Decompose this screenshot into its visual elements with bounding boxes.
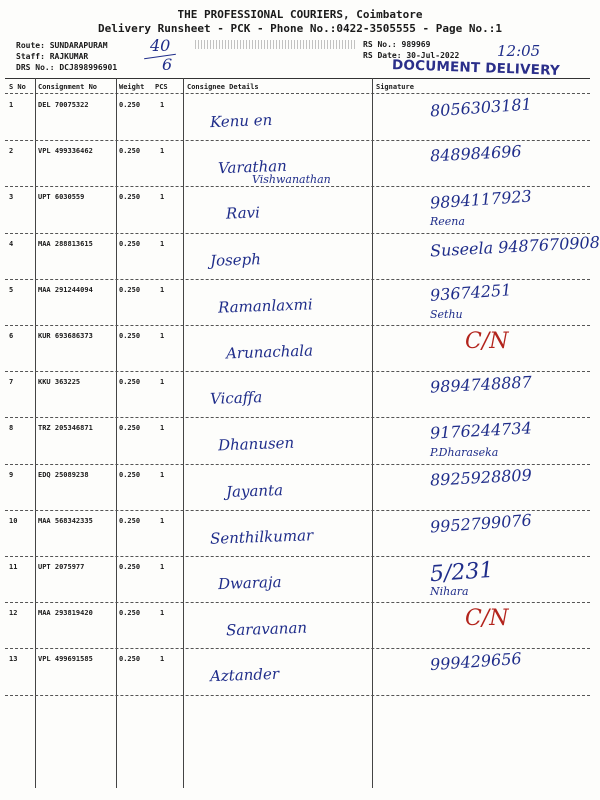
row-signature-handwritten: 9176244734 [429, 418, 533, 444]
row-signature-handwritten: 9894748887 [429, 372, 533, 397]
row-sno: 11 [9, 563, 18, 571]
document-delivery-stamp: DOCUMENT DELIVERY [391, 57, 561, 79]
row-divider [5, 186, 590, 187]
row-sno: 3 [9, 193, 14, 202]
row-weight: 0.250 [119, 332, 141, 340]
row-weight: 0.250 [119, 378, 141, 387]
row-signature-handwritten: 999429656 [429, 649, 523, 675]
row-sno: 2 [9, 147, 14, 156]
column-divider [183, 78, 184, 788]
row-consignee-handwritten: Varathan [217, 156, 288, 178]
drs-label: DRS No.: DCJ898996901 [16, 63, 118, 72]
row-weight: 0.250 [119, 239, 141, 248]
row-divider [5, 602, 590, 603]
row-signature-handwritten: 93674251 [429, 279, 513, 305]
row-consignment-no: KUR 693686373 [38, 332, 93, 340]
row-weight: 0.250 [119, 470, 141, 479]
staff-label: Staff: RAJKUMAR [16, 52, 89, 61]
handwritten-count: 40 [150, 36, 171, 55]
row-consignee-handwritten-2: Vishwanathan [252, 173, 331, 187]
row-weight: 0.250 [119, 563, 141, 571]
row-divider [5, 325, 590, 326]
row-pcs: 1 [160, 609, 165, 618]
row-consignment-no: MAA 288813615 [38, 239, 93, 248]
rs-number: RS No.: 989969 [363, 40, 431, 49]
column-header-sno: S No [9, 83, 26, 91]
row-pcs: 1 [160, 655, 165, 664]
handwritten-count-2: 6 [162, 55, 173, 74]
row-signature-handwritten: 848984696 [429, 141, 523, 166]
row-weight: 0.250 [119, 609, 141, 618]
row-pcs: 1 [160, 147, 165, 156]
row-sno: 6 [9, 332, 14, 340]
row-consignment-no: VPL 499691585 [38, 655, 93, 664]
row-consignment-no: VPL 499336462 [38, 147, 93, 156]
row-divider [5, 464, 590, 465]
row-consignee-handwritten: Dwaraja [217, 572, 282, 594]
row-sno: 13 [9, 655, 18, 664]
row-weight: 0.250 [119, 193, 141, 202]
column-header-consignee: Consignee Details [187, 83, 259, 91]
row-consignment-no: UPT 6030559 [38, 193, 85, 202]
row-divider [5, 233, 590, 234]
row-pcs: 1 [160, 193, 165, 202]
row-pcs: 1 [160, 332, 165, 340]
handwritten-time: 12:05 [497, 42, 541, 60]
row-divider [5, 371, 590, 372]
row-signature-handwritten: C/N [465, 329, 509, 354]
row-divider [5, 417, 590, 418]
column-divider [35, 78, 36, 788]
rs-date: RS Date: 30-Jul-2022 [363, 51, 460, 60]
row-sno: 9 [9, 470, 14, 479]
row-signature-handwritten: Suseela 9487670908 [429, 232, 600, 261]
table-top-rule [5, 78, 590, 79]
row-divider [5, 695, 590, 696]
row-weight: 0.250 [119, 516, 141, 525]
row-consignment-no: UPT 2075977 [38, 563, 85, 571]
row-consignee-handwritten: Arunachala [225, 341, 314, 363]
row-consignment-no: EDQ 25089238 [38, 470, 89, 479]
column-header-pcs: PCS [155, 83, 168, 91]
row-divider [5, 279, 590, 280]
row-consignee-handwritten: Ramanlaxmi [217, 295, 313, 317]
table-header-rule [5, 93, 590, 94]
barcode [195, 40, 355, 49]
row-signature-note: Nihara [430, 585, 469, 598]
row-pcs: 1 [160, 470, 165, 479]
row-consignee-handwritten: Senthilkumar [209, 526, 314, 548]
row-sno: 8 [9, 424, 14, 433]
row-consignment-no: KKU 363225 [38, 378, 81, 387]
row-consignee-handwritten: Saravanan [225, 618, 308, 640]
row-signature-handwritten: C/N [465, 606, 509, 632]
row-sno: 7 [9, 378, 14, 387]
row-pcs: 1 [160, 239, 165, 248]
row-signature-handwritten: 8056303181 [429, 94, 533, 121]
row-sno: 1 [9, 101, 14, 109]
column-divider [372, 78, 373, 788]
row-weight: 0.250 [119, 147, 141, 156]
row-signature-handwritten: 9952799076 [429, 510, 533, 537]
row-signature-note: P.Dharaseka [430, 446, 499, 460]
row-consignment-no: TRZ 205346871 [38, 424, 93, 433]
row-weight: 0.250 [119, 655, 141, 664]
row-consignee-handwritten: Ravi [225, 203, 261, 223]
row-consignment-no: MAA 293819420 [38, 609, 93, 618]
row-consignment-no: MAA 291244094 [38, 285, 93, 294]
row-sno: 12 [9, 609, 18, 618]
row-divider [5, 140, 590, 141]
route-label: Route: SUNDARAPURAM [16, 41, 108, 50]
runsheet-subtitle: Delivery Runsheet - PCK - Phone No.:0422-3505555 - Page No.:1 [98, 22, 502, 35]
row-consignment-no: MAA 568342335 [38, 516, 93, 525]
row-pcs: 1 [160, 378, 165, 387]
row-consignee-handwritten: Jayanta [225, 480, 284, 501]
row-pcs: 1 [160, 563, 165, 571]
row-signature-note: Reena [430, 215, 465, 229]
row-weight: 0.250 [119, 285, 141, 294]
row-signature-handwritten: 8925928809 [429, 464, 533, 490]
row-divider [5, 510, 590, 511]
row-consignee-handwritten: Kenu en [209, 110, 273, 132]
row-consignee-handwritten: Dhanusen [217, 434, 295, 455]
row-pcs: 1 [160, 516, 165, 525]
row-pcs: 1 [160, 424, 165, 433]
row-weight: 0.250 [119, 424, 141, 433]
row-sno: 5 [9, 285, 14, 294]
row-sno: 10 [9, 516, 18, 525]
row-consignee-handwritten: Joseph [209, 249, 262, 270]
row-consignment-no: DEL 70075322 [38, 101, 89, 109]
row-pcs: 1 [160, 101, 165, 109]
row-consignee-handwritten: Aztander [209, 665, 280, 686]
column-header-signature: Signature [376, 83, 414, 91]
column-divider [116, 78, 117, 788]
column-header-consignment: Consignment No [38, 83, 98, 91]
column-header-weight: Weight [119, 83, 145, 91]
runsheet-title: THE PROFESSIONAL COURIERS, Coimbatore [177, 8, 423, 21]
row-pcs: 1 [160, 285, 165, 294]
row-divider [5, 556, 590, 557]
row-signature-handwritten: 9894117923 [429, 186, 533, 213]
row-consignee-handwritten: Vicaffa [209, 388, 263, 409]
row-sno: 4 [9, 239, 14, 248]
row-signature-note: Sethu [430, 307, 463, 321]
row-weight: 0.250 [119, 101, 141, 109]
row-signature-handwritten: 5/231 [429, 557, 495, 588]
